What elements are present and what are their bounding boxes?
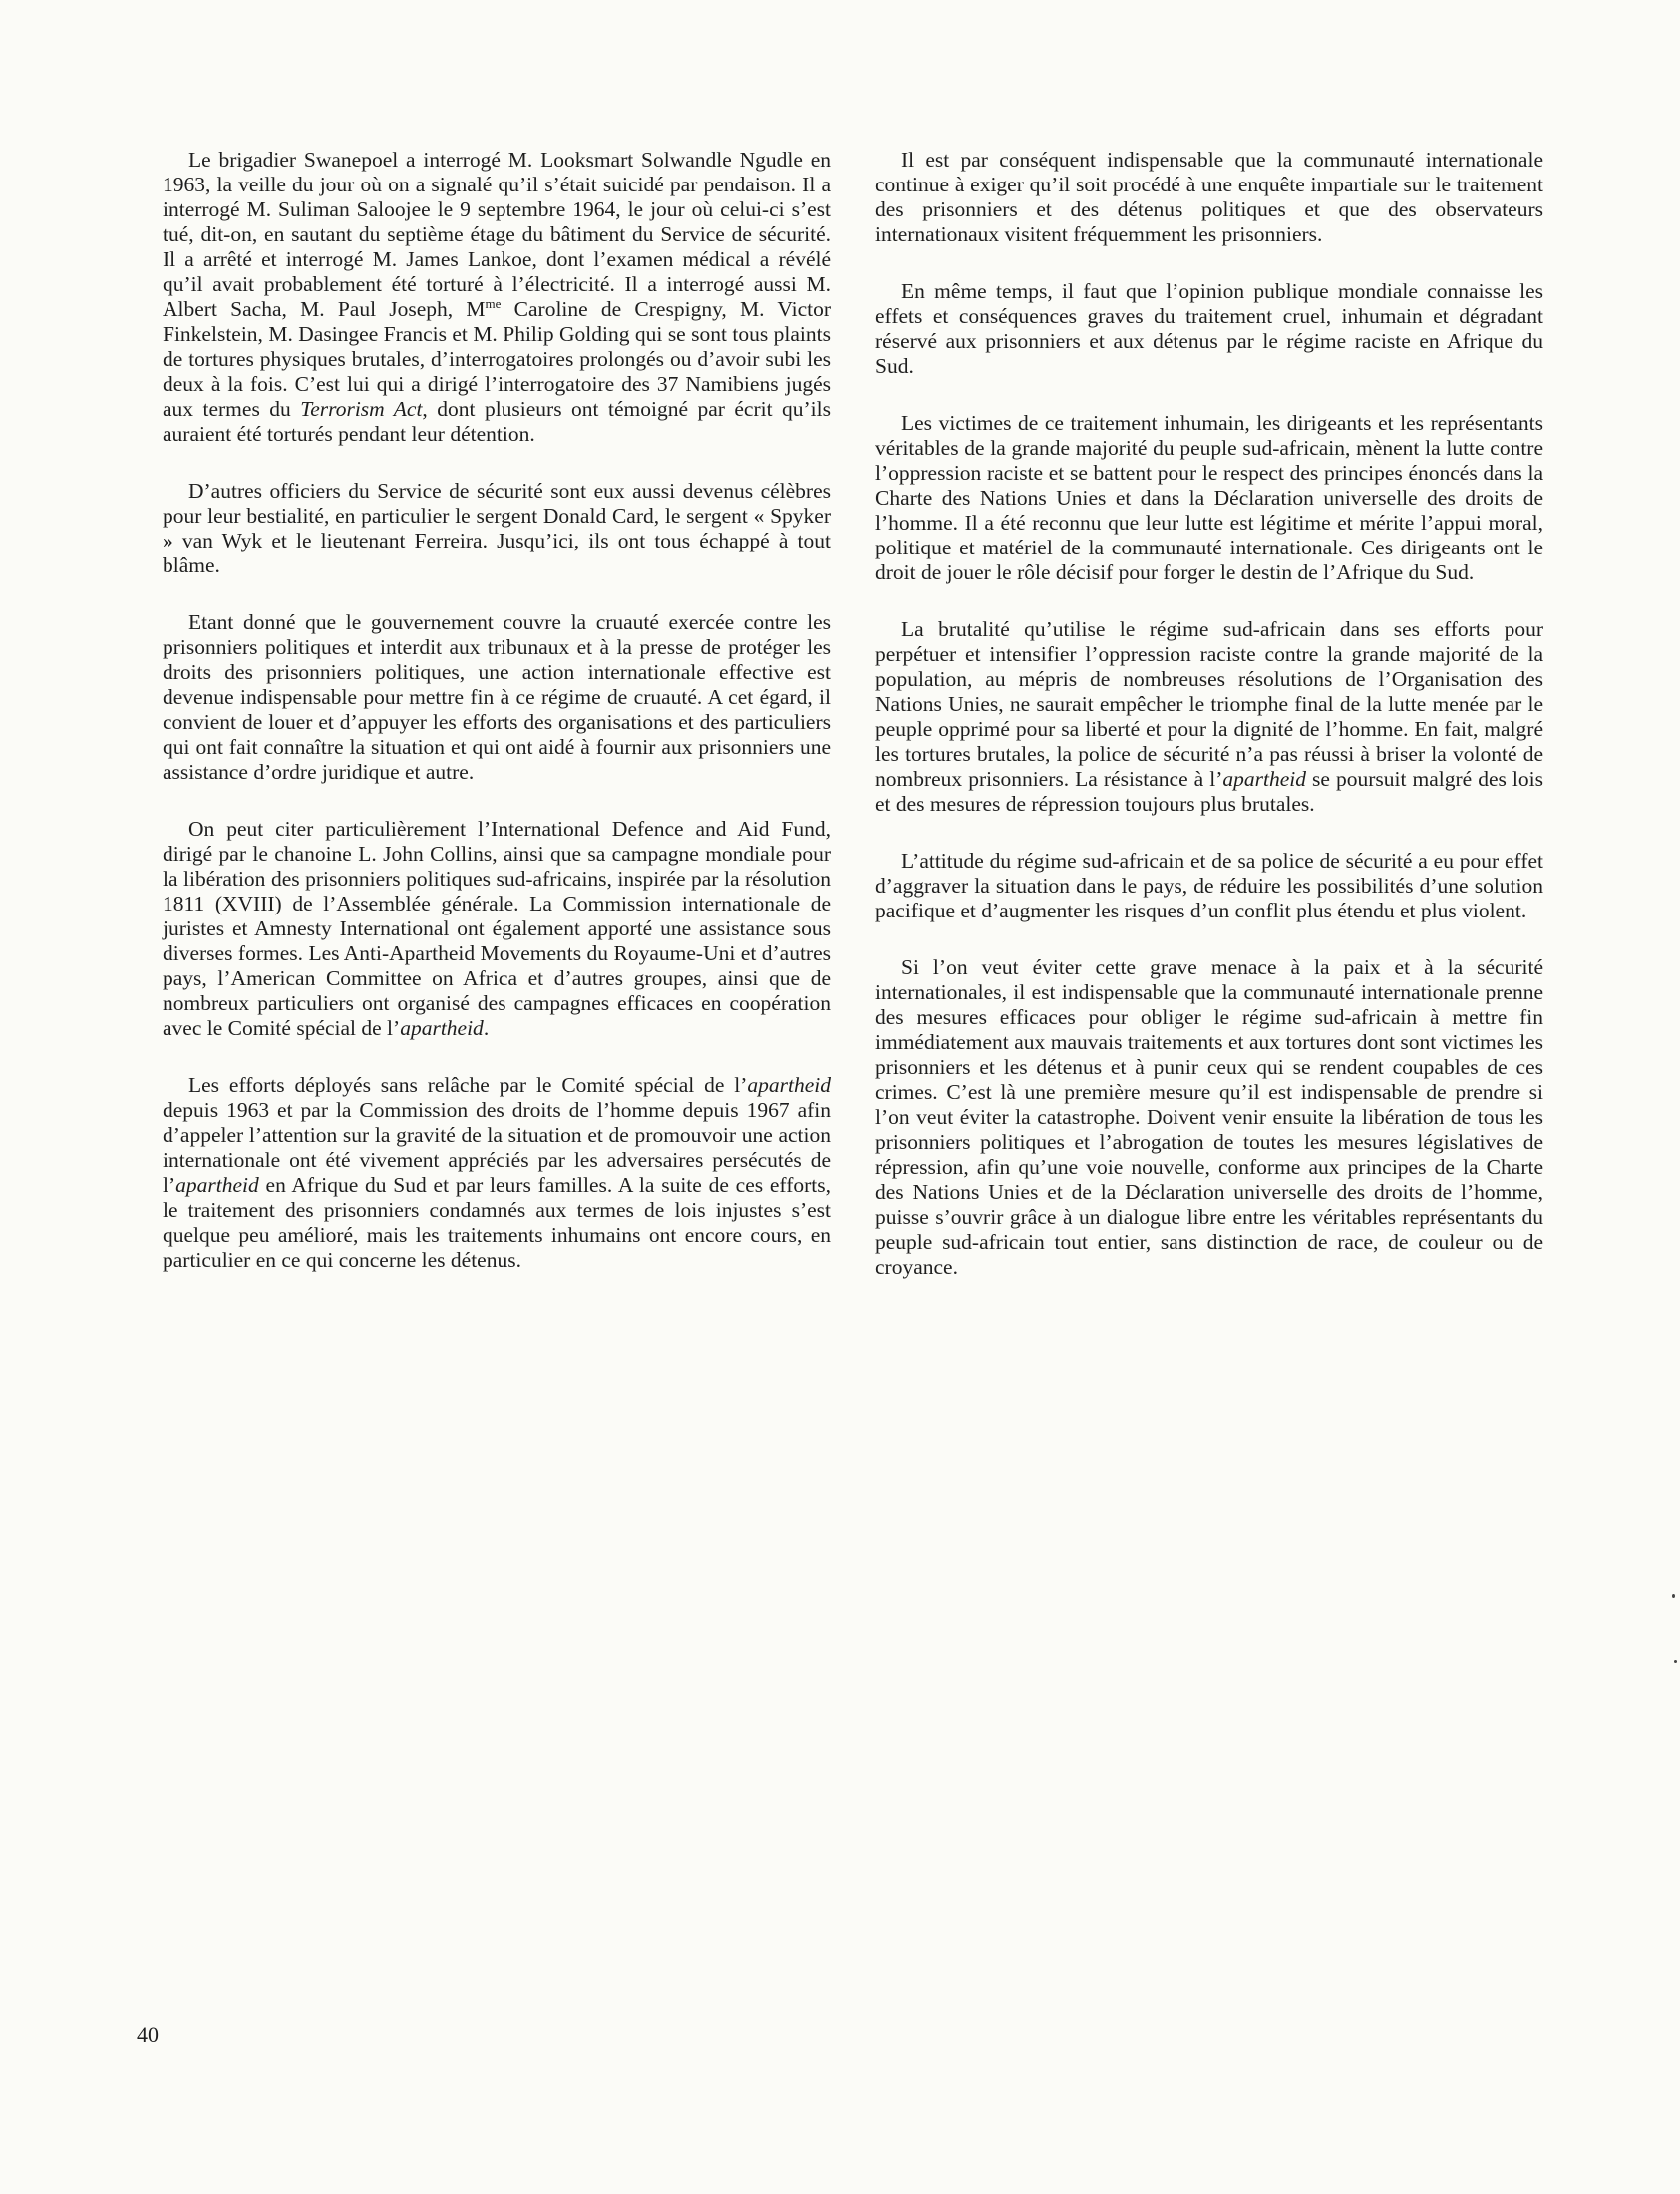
paragraph-threat-to-peace: Si l’on veut éviter cette grave menace à la paix et à la sécurité internationales, il est indispensable que la communauté internationale prenne des mesures efficaces pour obliger le régime sud-africain à mettre fin immédiatement aux mauvais traitements et aux tortures dont sont victimes les prisonniers et les détenus et à punir ceux qui se rendent coupables de ces crimes. C’est là une première mesure qu’il est indispensable de prendre si l’on veut éviter la catastrophe. Doivent venir ensuite la libération de tous les prisonniers politiques et l’abrogation de toutes les mesures législatives de répression, afin qu’une voie nouvelle, conforme aux principes de la Charte des Nations Unies et de la Déclaration universelle des droits de l’homme, puisse s’ouvrir grâce à un dialogue libre entre les véritables représentants du peuple sud-africain tout entier, sans distinction de race, de couleur ou de croyance. [875,955,1543,1279]
paragraph-international-action: Etant donné que le gouvernement couvre la cruauté exercée contre les prisonniers politiques et interdit aux tribunaux et à la presse de protéger les droits des prisonniers politiques, une action internationale effective est devenue indispensable pour mettre fin à ce régime de cruauté. A cet égard, il convient de louer et d’appuyer les efforts des organisations et des particuliers qui ont fait connaître la situation et qui ont aidé à fournir aux prisonniers une assistance d’ordre juridique et autre. [163,610,831,784]
paragraph-victims: Les victimes de ce traitement inhumain, les dirigeants et les représentants véritables de la grande majorité du peuple sud-africain, mènent la lutte contre l’oppression raciste et se battent pour le respect des principes énoncés dans la Charte des Nations Unies et dans la Déclaration universelle des droits de l’homme. Il a été reconnu que leur lutte est légitime et mérite l’appui moral, politique et matériel de la communauté internationale. Ces dirigeants ont le droit de jouer le rôle décisif pour forger le destin de l’Afrique du Sud. [875,411,1543,584]
paragraph-inquiry: Il est par conséquent indispensable que la communauté internationale continue à exiger qu’il soit procédé à une enquête impartiale sur le traitement des prisonniers et des détenus politiques et que des observateurs internationaux visitent fréquemment les prisonniers. [875,148,1543,246]
scan-speck [1674,1660,1677,1663]
right-column [875,148,1543,1311]
paragraph-special-committee: Les efforts déployés sans relâche par le Comité spécial de l’apartheid depuis 1963 et par la Commission des droits de l’homme depuis 1967 afin d’appeler l’attention sur la gravité de la situation et de promouvoir une action internationale ont été vivement appréciés par les adversaires persécutés de l’apartheid en Afrique du Sud et par leurs familles. A la suite de ces efforts, le traitement des prisonniers condamnés aux termes de lois injustes s’est quelque peu amélioré, mais les traitements inhumains ont encore cours, en particulier en ce qui concerne les détenus. [163,1073,831,1272]
paragraph-swanepoel: Le brigadier Swanepoel a interrogé M. Looksmart Solwandle Ngudle en 1963, la veille du jour où on a signalé qu’il s’était suicidé par pendaison. Il a interrogé M. Suliman Saloojee le 9 septembre 1964, le jour où celui-ci s’est tué, dit-on, en sautant du septième étage du bâtiment du Service de sécurité. Il a arrêté et interrogé M. James Lankoe, dont l’examen médical a révélé qu’il avait probablement été torturé à l’électricité. Il a interrogé aussi M. Albert Sacha, M. Paul Joseph, $M^{me}$ Caroline de Crespigny, M. Victor Finkelstein, M. Dasingee Francis et M. Philip Golding qui se sont tous plaints de tortures physiques brutales, d’interrogatoires prolongés ou d’avoir subi les deux à la fois. C’est lui qui a dirigé l’interrogatoire des 37 Namibiens jugés aux termes du Terrorism Act, dont plusieurs ont témoigné par écrit qu’ils auraient été torturés pendant leur détention. [163,148,831,446]
paragraph-brutality: La brutalité qu’utilise le régime sud-africain dans ses efforts pour perpétuer et intensifier l’oppression raciste contre la grande majorité de la population, au mépris de nombreuses résolutions de l’Organisation des Nations Unies, ne saurait empêcher le triomphe final de la lutte menée par le peuple opprimé pour sa liberté et pour la dignité de l’homme. En fait, malgré les tortures brutales, la police de sécurité n’a pas réussi à briser la volonté de nombreux prisonniers. La résistance à l’apartheid se poursuit malgré des lois et des mesures de répression toujours plus brutales. [875,617,1543,816]
paragraph-public-opinion: En même temps, il faut que l’opinion publique mondiale connaisse les effets et conséquences graves du traitement cruel, inhumain et dégradant réservé aux prisonniers et aux détenus par le régime raciste en Afrique du Sud. [875,279,1543,378]
paragraph-officers: D’autres officiers du Service de sécurité sont eux aussi devenus célèbres pour leur bestialité, en particulier le sergent Donald Card, le sergent « Spyker » van Wyk et le lieutenant Ferreira. Jusqu’ici, ils ont tous échappé à tout blâme. [163,479,831,577]
paragraph-attitude: L’attitude du régime sud-africain et de sa police de sécurité a eu pour effet d’aggraver la situation dans le pays, de réduire les possibilités d’une solution pacifique et d’augmenter les risques d’un conflit plus étendu et plus violent. [875,849,1543,922]
scan-speck [1672,1594,1675,1598]
page-number: 40 [137,2022,159,2047]
left-column [163,148,831,1304]
paragraph-organisations: On peut citer particulièrement l’International Defence and Aid Fund, dirigé par le chanoine L. John Collins, ainsi que sa campagne mondiale pour la libération des prisonniers politiques sud-africains, inspirée par la résolution 1811 (XVIII) de l’Assemblée générale. La Commission internationale de juristes et Amnesty International ont également apporté une assistance sous diverses formes. Les Anti-Apartheid Movements du Royaume-Uni et d’autres pays, l’American Committee on Africa et d’autres groupes, ainsi que de nombreux particuliers ont organisé des campagnes efficaces en coopération avec le Comité spécial de l’apartheid. [163,817,831,1040]
